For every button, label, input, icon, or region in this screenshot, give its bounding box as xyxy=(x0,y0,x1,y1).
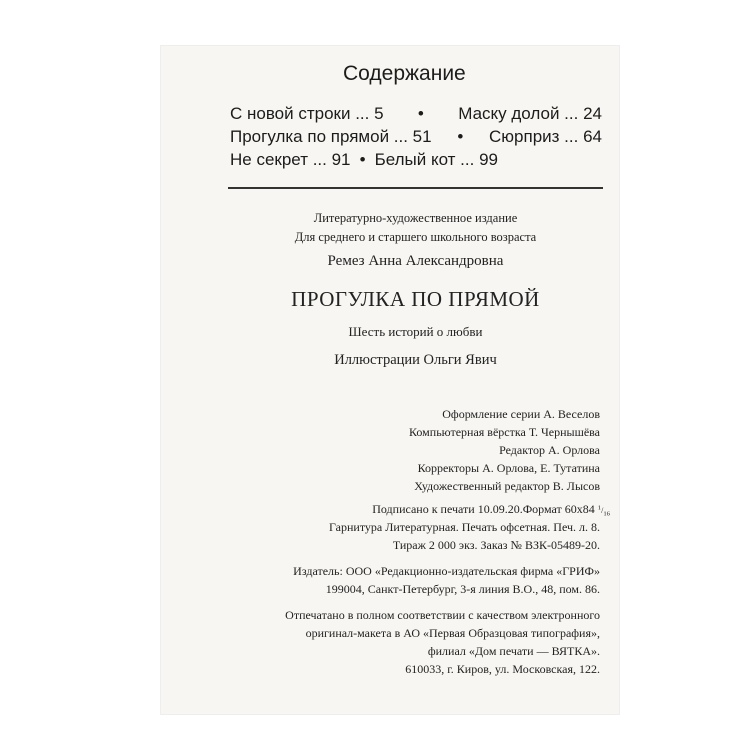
typeface-line: Гарнитура Литературная. Печать офсетная. Печ. л. 8. xyxy=(329,520,600,534)
publisher-address: 199004, Санкт-Петербург, 3-я линия В.О., 48, пом. 86. xyxy=(325,582,600,596)
credit-line: Редактор А. Орлова xyxy=(499,443,600,457)
toc-separator: • xyxy=(457,127,464,146)
divider-line xyxy=(228,187,603,189)
audience-note: Для среднего и старшего школьного возраста xyxy=(294,230,537,244)
toc-entry: С новой строки ... 5 xyxy=(230,104,384,123)
credit-line: Художественный редактор В. Лысов xyxy=(414,479,600,493)
credit-line: Оформление серии А. Веселов xyxy=(442,407,600,421)
toc-line xyxy=(230,104,602,124)
toc-heading: Содержание xyxy=(343,62,466,85)
toc-line xyxy=(230,127,602,147)
toc-entry: Маску долой ... 24 xyxy=(458,104,602,123)
print-run-line: Тираж 2 000 экз. Заказ № ВЗК-05489-20. xyxy=(392,538,600,552)
format-fraction: $^1/_{16}$ xyxy=(597,504,610,518)
toc-separator: • xyxy=(417,104,424,123)
fraction-denominator: 16 xyxy=(603,510,610,518)
toc-separator: • xyxy=(359,150,366,169)
toc-entry: Сюрприз ... 64 xyxy=(489,127,602,146)
publisher-line: Издатель: ООО «Редакционно-издательская фирма «ГРИФ» xyxy=(293,564,600,578)
printer-line: Отпечатано в полном соответствии с качеством электронного xyxy=(285,608,600,622)
author-name: Ремез Анна Александровна xyxy=(327,253,504,269)
credit-line: Компьютерная вёрстка Т. Чернышёва xyxy=(409,425,600,439)
illustrator-credit: Иллюстрации Ольги Явич xyxy=(334,352,497,368)
toc-entry: Не секрет ... 91 xyxy=(230,150,351,169)
book-title: ПРОГУЛКА ПО ПРЯМОЙ xyxy=(291,287,540,311)
printer-line: оригинал-макета в АО «Первая Образцовая типография», xyxy=(305,626,600,640)
fraction-numerator: 1 xyxy=(597,504,602,512)
printer-address: 610033, г. Киров, ул. Московская, 122. xyxy=(405,662,600,676)
toc-entry: Белый кот ... 99 xyxy=(374,150,498,169)
toc-line xyxy=(230,150,498,170)
credit-line: Корректоры А. Орлова, Е. Тутатина xyxy=(417,461,600,475)
edition-type: Литературно-художественное издание xyxy=(313,211,518,225)
book-subtitle: Шесть историй о любви xyxy=(348,324,483,339)
print-signed-line xyxy=(372,502,610,518)
print-signed-text: Подписано к печати 10.09.20.Формат 60х84 xyxy=(372,502,595,516)
printer-line: филиал «Дом печати — ВЯТКА». xyxy=(427,644,600,658)
toc-entry: Прогулка по прямой ... 51 xyxy=(230,127,432,146)
